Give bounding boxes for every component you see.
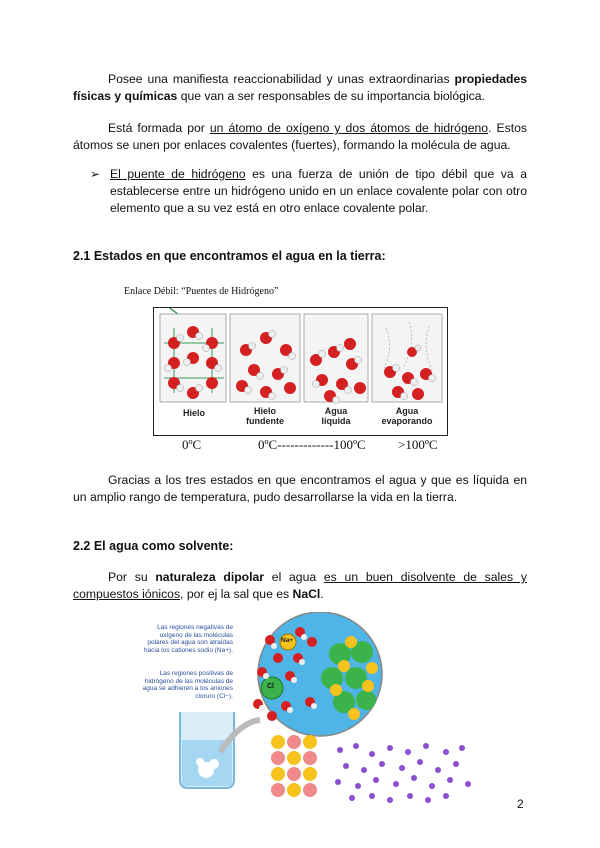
section-heading-solvent: 2.2 El agua como solvente: [73, 539, 234, 553]
caption-melting-ice: Hielo fundente [246, 406, 284, 426]
caption-liquid-water: Agua líquida [321, 406, 351, 426]
temp-vapor: >100ºC [398, 437, 438, 452]
note-oxygen-sodium: Las regiones negativas de oxígeno de las moléculas polares del agua son atraídas hacia los cationes sodio (Na+). [143, 624, 233, 654]
temp-liquid-range: 0ºC-------------100ºC [258, 437, 366, 452]
underlined-atoms: un átomo de oxígeno y dos átomos de hidrógeno [209, 121, 489, 135]
nacl-dissolving-figure [140, 612, 520, 812]
page-number: 2 [517, 797, 524, 811]
caption-ice: Hielo [182, 408, 205, 418]
paragraph-properties: Posee una manifiesta reaccionabilidad y unas extraordinarias propiedades físicas y químicas que van a ser responsables de su importancia biológica. [73, 72, 527, 103]
section-heading-states: 2.1 Estados en que encontramos el agua en la tierra: [73, 249, 386, 263]
bullet-hydrogen-bond: El puente de hidrógeno es una fuerza de unión de tipo débil que va a establecerse entre un hidrógeno unido en un enlace covalente polar con otro elemento que a su vez está en otro enlace covalente polar. [110, 167, 527, 215]
nacl-solvation-illustration [140, 612, 520, 812]
paragraph-composition: Está formada por un átomo de oxígeno y dos átomos de hidrógeno. Estos átomos se unen por enlaces covalentes (fuertes), formando la molécula de agua. [73, 121, 527, 152]
temp-ice: 0ºC [182, 437, 202, 452]
paragraph-three-states: Gracias a los tres estados en que encontramos el agua y que es líquida en un amplio rango de temperatura, pudo desarrollarse la vida en la tierra. [73, 473, 527, 504]
caption-evaporating-water: Agua evaporando [381, 406, 433, 426]
bullet-arrow-icon: ➢ [90, 167, 101, 181]
note-hydrogen-chloride: Las regiones positivas de hidrógeno de las moléculas de agua se adhieren a los aniones cloruro (Cl−). [142, 670, 233, 700]
water-states-figure [153, 307, 448, 436]
figure-label-hydrogen-bond: Enlace Débil: “Puentes de Hidrógeno” [124, 286, 279, 297]
sodium-ion-label: Na+ [281, 637, 294, 644]
chloride-ion-label: Cl [267, 683, 274, 690]
bold-properties: propiedades físicas y químicas [73, 72, 527, 103]
paragraph-dipolar: Por su naturaleza dipolar el agua es un buen disolvente de sales y compuestos iónicos, por ej la sal que es NaCl. [73, 570, 527, 601]
